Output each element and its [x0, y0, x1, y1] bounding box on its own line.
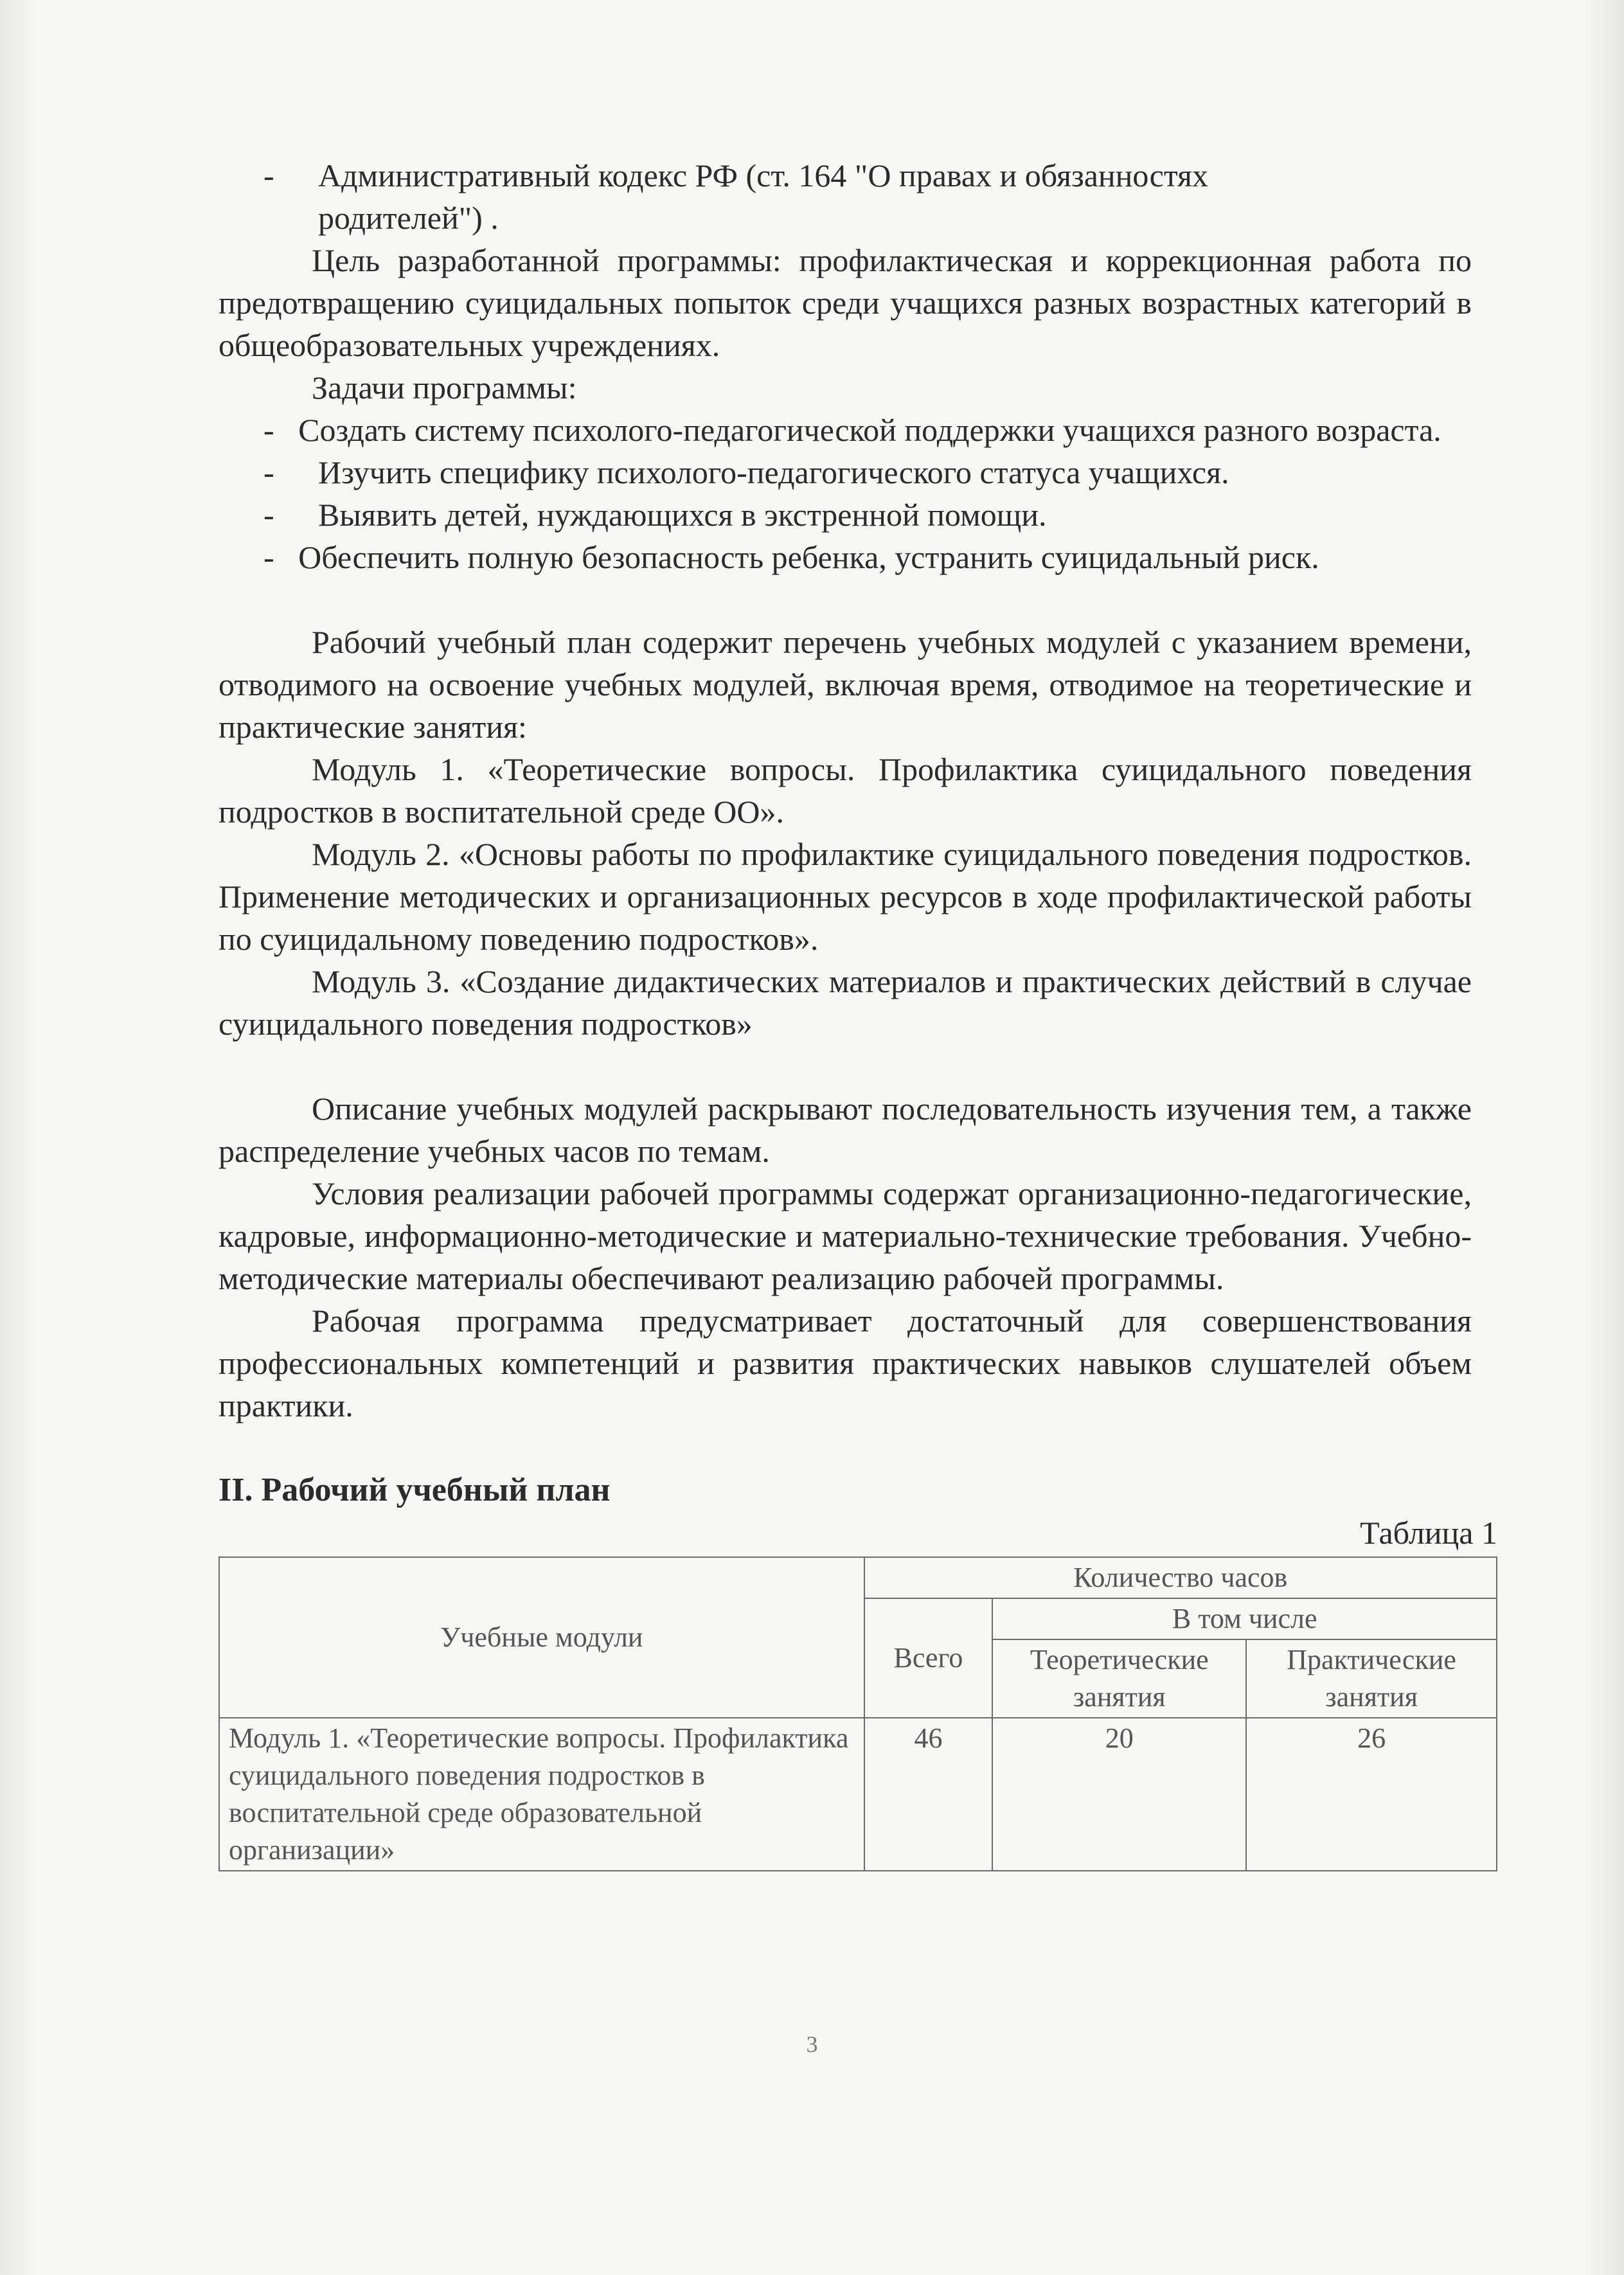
plan-paragraph: Рабочий учебный план содержит перечень учебных модулей с указанием времени, отводимого на освоение учебных модулей, включая время, отводимое на теоретические и практические занятия:	[219, 624, 1472, 745]
task-text: Изучить специфику психолого-педагогического статуса учащихся.	[318, 454, 1229, 490]
page-number: 3	[806, 2031, 818, 2057]
law-continuation: родителей") .	[318, 200, 499, 236]
task-text: Обеспечить полную безопасность ребенка, устранить суицидальный риск.	[298, 539, 1319, 575]
task-item-2: - Изучить специфику психолого-педагогического статуса учащихся.	[263, 454, 1229, 490]
section-title: II. Рабочий учебный план	[219, 1472, 611, 1508]
cell-practice: 26	[1246, 1718, 1497, 1871]
table-header-row	[219, 1557, 1497, 1598]
table-caption: Таблица 1	[1360, 1515, 1497, 1551]
page-content	[219, 154, 1497, 1871]
header-theory: Теоретические занятия	[992, 1639, 1246, 1718]
module-3-text: Модуль 3. «Создание дидактических материалов и практических действий в случае суицидального поведения подростков»	[219, 963, 1472, 1042]
header-practice: Практические занятия	[1246, 1639, 1497, 1718]
header-total: Всего	[864, 1598, 993, 1718]
task-text: Выявить детей, нуждающихся в экстренной помощи.	[318, 497, 1047, 533]
tasks-title: Задачи программы:	[312, 370, 577, 406]
description-paragraph-3: Рабочая программа предусматривает достаточный для совершенствования профессиональных компетенций и развития практических навыков слушателей объем практики.	[219, 1303, 1472, 1423]
cell-theory: 20	[992, 1718, 1246, 1871]
module-1-text: Модуль 1. «Теоретические вопросы. Профилактика суицидального поведения подростков в воспитательной среде ОО».	[219, 751, 1472, 830]
task-item-3: - Выявить детей, нуждающихся в экстренной помощи.	[263, 497, 1047, 533]
header-hours: Количество часов	[864, 1557, 1497, 1598]
table-row	[219, 1718, 1497, 1871]
task-item-1: - Создать систему психолого-педагогической поддержки учащихся разного возраста.	[263, 412, 1441, 448]
header-including: В том числе	[992, 1598, 1497, 1639]
header-modules: Учебные модули	[219, 1557, 864, 1718]
curriculum-table	[219, 1557, 1497, 1871]
cell-module: Модуль 1. «Теоретические вопросы. Профилактика суицидального поведения подростков в воспитательной среде образовательной организации»	[219, 1718, 864, 1871]
law-text: Административный кодекс РФ (ст. 164 "О правах и обязанностях	[318, 157, 1209, 193]
module-2-text: Модуль 2. «Основы работы по профилактике суицидального поведения подростков. Применение методических и организационных ресурсов в ходе профилактической работы по суицидальному поведению подростков».	[219, 836, 1472, 957]
description-paragraph-2: Условия реализации рабочей программы содержат организационно-педагогические, кадровые, информационно-методические и материально-технические требования. Учебно-методические материалы обеспечивают реализацию рабочей программы.	[219, 1175, 1472, 1296]
task-text: Создать систему психолого-педагогической поддержки учащихся разного возраста.	[298, 412, 1441, 448]
program-goal: Цель разработанной программы: профилактическая и коррекционная работа по предотвращению суицидальных попыток среди учащихся разных возрастных категорий в общеобразовательных учреждениях.	[219, 242, 1472, 363]
description-paragraph-1: Описание учебных модулей раскрывают последовательность изучения тем, а также распределение учебных часов по темам.	[219, 1091, 1472, 1169]
list-item-law: - Административный кодекс РФ (ст. 164 "О правах и обязанностях	[263, 157, 1209, 193]
task-item-4: - Обеспечить полную безопасность ребенка, устранить суицидальный риск.	[263, 539, 1319, 575]
cell-total: 46	[864, 1718, 993, 1871]
